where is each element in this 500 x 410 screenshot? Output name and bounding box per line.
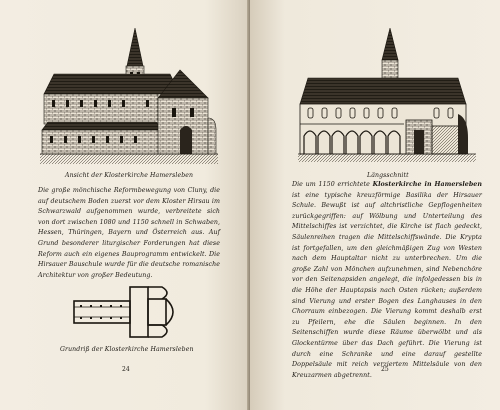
page-number-left: 24: [122, 366, 130, 373]
left-body-text: [38, 186, 220, 281]
paragraph-lead: Die um 1150 errichtete: [292, 181, 373, 188]
church-exterior-illustration: [40, 26, 218, 166]
paragraph: Die große mönchische Reformbewegung von Cluny, die auf deutschem Boden zuerst vor dem Kloster Hirsau im Schwarzwald aufgenommen wurde, verbreitete sich von dort zwischen 1080 und 1150 schnell in Schwaben, Hessen, Thüringen, Bayern und Österreich aus. Auf Grund besonderer liturgischer Forderungen hat diese Reform auch ein eigenes Bauprogramm entwickelt. Die Hirsauer Bauschule wurde für die deutsche romanische Architektur von großer Bedeutung.: [38, 187, 220, 279]
floor-plan-illustration: [72, 283, 184, 341]
longitudinal-section-illustration: [298, 28, 476, 164]
paragraph-emphasis: Klosterkirche in Hamersleben: [372, 181, 482, 188]
paragraph-rest: ist eine typische kreuzförmige Basilika der Hirsauer Schule. Bewußt ist auf altchristliche Gepflogenheiten zurückgegriffen: auf Wölbung und Unterteilung des Mittelschiffes ist verzichtet, die Kirche ist flach gedeckt, Säulenreihen tragen die Mittelschiffswände. Die Krypta ist fortgefallen, um den gleichmäßigen Zug von Westen nach dem Hauptaltar nicht zu unterbrechen. Um die große Zahl von Mönchen aufzunehmen, sind Nebenchöre vor den Seitenapsiden angelegt, die infolgedessen bis in die Höhe der Hauptapsis nach Osten rücken; außerdem sind Vierung und erster Bogen des Langhauses in den Chorraum einbezogen. Die Vierung kommt deshalb erst zu Pfeilern, ehe die Säulen beginnen. In den Seitenschiffen wurde diese Räume überwölbt und als Glockentürme über das Dach geführt. Die Vierung ist durch eine Schranke und eine darauf gestellte Doppelsäule mit reich verziertem Mittelsäule von den Kreuzarmen abgetrennt.: [292, 191, 482, 379]
paragraph: [292, 180, 482, 381]
figure-caption-floor-plan: Grundriß der Klosterkirche Hamersleben: [60, 346, 194, 353]
page-number-right: 25: [381, 366, 389, 373]
right-page: [250, 0, 500, 410]
right-body-text: [292, 180, 482, 381]
figure-caption-section: Längsschnitt: [367, 172, 409, 179]
figure-caption-exterior: Ansicht der Klosterkirche Hamersleben: [65, 172, 194, 179]
